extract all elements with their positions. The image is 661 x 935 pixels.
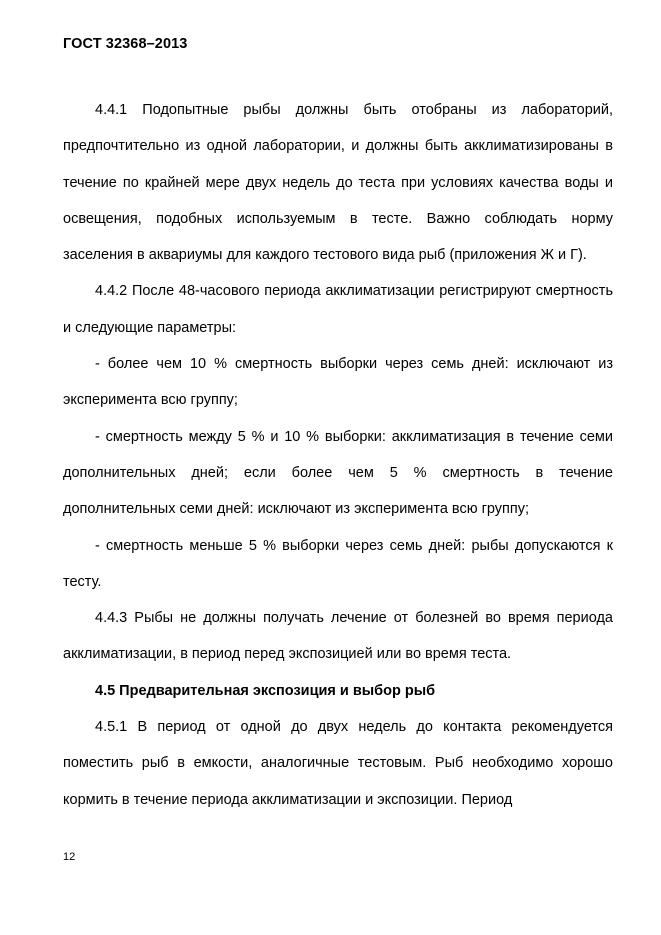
list-item-mortality-under-5: - смертность меньше 5 % выборки через семь дней: рыбы допускаются к тесту. <box>63 537 613 590</box>
paragraph-4-4-2: 4.4.2 После 48-часового периода акклиматизации регистрируют смертность и следующие параметры: <box>63 283 613 336</box>
document-body <box>63 92 613 818</box>
document-header-title: ГОСТ 32368–2013 <box>63 36 188 52</box>
section-heading-4-5: 4.5 Предварительная экспозиция и выбор рыб <box>95 682 436 699</box>
paragraph-4-4-1: 4.4.1 Подопытные рыбы должны быть отобраны из лабораторий, предпочтительно из одной лаборатории, и должны быть акклиматизированы в течение по крайней мере двух недель до теста при условиях качества воды и освещения, подобных используемым в тесте. Важно соблюдать норму заселения в аквариумы для каждого тестового вида рыб (приложения Ж и Г). <box>63 102 613 264</box>
list-item-mortality-over-10: - более чем 10 % смертность выборки через семь дней: исключают из эксперимента всю группу; <box>63 356 613 409</box>
paragraph-4-4-3: 4.4.3 Рыбы не должны получать лечение от болезней во время периода акклиматизации, в период перед экспозицией или во время теста. <box>63 610 613 663</box>
page-number: 12 <box>63 851 76 863</box>
paragraph-4-5-1: 4.5.1 В период от одной до двух недель до контакта рекомендуется поместить рыб в емкости, аналогичные тестовым. Рыб необходимо хорошо кормить в течение периода акклиматизации и экспозиции. Период <box>63 719 613 808</box>
list-item-mortality-5-to-10: - смертность между 5 % и 10 % выборки: акклиматизация в течение семи дополнительных дней; если более чем 5 % смертность в течение дополнительных семи дней: исключают из эксперимента всю группу; <box>63 428 613 518</box>
